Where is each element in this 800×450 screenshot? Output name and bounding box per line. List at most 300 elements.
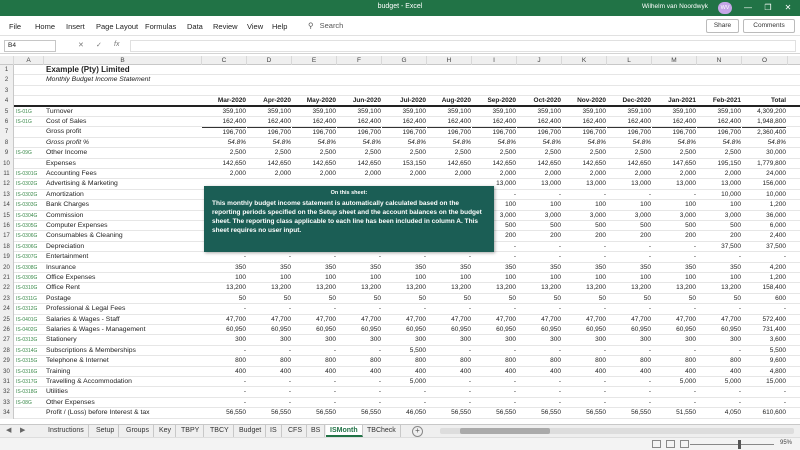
value-cell[interactable]: -	[603, 398, 606, 406]
value-cell[interactable]: 47,700	[361, 315, 381, 323]
tab-review[interactable]: Review	[213, 22, 238, 31]
value-cell[interactable]: 13,000	[496, 180, 516, 188]
row-number[interactable]: 30	[0, 367, 14, 377]
value-cell[interactable]: 2,000	[499, 170, 516, 177]
sheet-tab-key[interactable]: Key	[155, 425, 176, 437]
value-cell[interactable]: 100	[235, 274, 246, 281]
value-cell[interactable]: 37,500	[721, 242, 741, 250]
value-cell[interactable]: -	[333, 305, 336, 313]
column-header-m[interactable]: M	[652, 56, 697, 65]
row-number[interactable]: 8	[0, 138, 14, 148]
value-cell[interactable]: 100	[460, 274, 471, 281]
value-cell[interactable]: 2,000	[319, 170, 336, 177]
scrollbar-thumb[interactable]	[460, 428, 550, 434]
value-cell[interactable]: 196,700	[292, 127, 336, 138]
value-cell[interactable]: Oct-2020	[533, 97, 561, 105]
value-cell[interactable]: Jun-2020	[352, 97, 381, 105]
value-cell[interactable]: 162,400	[312, 118, 336, 125]
value-cell[interactable]: 56,550	[631, 409, 651, 417]
value-cell[interactable]: 2,500	[229, 149, 246, 157]
value-cell[interactable]: 2,500	[364, 149, 381, 157]
sheet-tab-setup[interactable]: Setup	[92, 425, 119, 437]
row-number[interactable]: 13	[0, 190, 14, 200]
value-cell[interactable]: 2,000	[634, 170, 651, 177]
value-cell[interactable]: 5,000	[724, 378, 741, 385]
reporting-class-cell[interactable]: IS-0316G	[16, 368, 38, 375]
value-cell[interactable]: 800	[370, 357, 381, 365]
reporting-class-cell[interactable]: IS-0312G	[16, 306, 38, 313]
value-cell[interactable]: -	[288, 253, 291, 261]
column-header-a[interactable]: A	[14, 56, 44, 65]
reporting-class-cell[interactable]: IS-0313G	[16, 337, 38, 344]
value-cell[interactable]: 300	[415, 336, 426, 344]
value-cell[interactable]: 5,000	[409, 378, 426, 385]
value-cell[interactable]: 400	[640, 367, 651, 375]
close-icon[interactable]: ✕	[784, 3, 792, 12]
column-header-c[interactable]: C	[202, 56, 247, 65]
value-cell[interactable]: -	[558, 378, 561, 385]
value-cell[interactable]: 60,950	[676, 326, 696, 333]
value-cell[interactable]: 2,500	[319, 149, 336, 157]
value-cell[interactable]: 56,550	[271, 409, 291, 417]
tab-view[interactable]: View	[247, 22, 264, 31]
search-box[interactable]	[308, 21, 343, 30]
value-cell[interactable]: 37,500	[766, 242, 786, 250]
value-cell[interactable]: -	[243, 305, 246, 313]
reporting-class-cell[interactable]: IS-0402G	[16, 327, 38, 333]
value-cell[interactable]: 800	[730, 357, 741, 365]
value-cell[interactable]: -	[738, 398, 741, 406]
row-number[interactable]: 5	[0, 107, 14, 117]
row-number[interactable]: 9	[0, 148, 14, 158]
row-number[interactable]: 18	[0, 242, 14, 252]
value-cell[interactable]: -	[468, 398, 471, 406]
value-cell[interactable]: 3,000	[544, 211, 561, 219]
row-number[interactable]: 22	[0, 283, 14, 293]
value-cell[interactable]: 162,400	[222, 118, 246, 125]
reporting-class-cell[interactable]: IS-0318G	[16, 389, 38, 396]
value-cell[interactable]: 56,550	[226, 409, 246, 417]
value-cell[interactable]: 142,650	[357, 159, 381, 167]
value-cell[interactable]: 3,000	[589, 211, 606, 219]
user-name[interactable]: Wilhelm van Noordwyk	[641, 3, 708, 10]
comments-button[interactable]	[743, 19, 795, 33]
value-cell[interactable]: 60,950	[631, 326, 651, 333]
value-cell[interactable]: 47,700	[541, 315, 561, 323]
value-cell[interactable]: -	[333, 378, 336, 385]
reporting-class-cell[interactable]: IS-01G	[16, 119, 32, 125]
value-cell[interactable]: -	[288, 305, 291, 313]
line-description-cell[interactable]: Office Expenses	[46, 274, 96, 281]
value-cell[interactable]: 2,500	[544, 149, 561, 157]
value-cell[interactable]: 56,550	[361, 409, 381, 417]
value-cell[interactable]: 359,100	[267, 107, 291, 115]
zoom-level[interactable]: 95%	[780, 440, 793, 446]
value-cell[interactable]: 47,700	[226, 315, 246, 323]
column-header-i[interactable]: I	[472, 56, 517, 65]
value-cell[interactable]: -	[603, 378, 606, 385]
line-description-cell[interactable]: Salaries & Wages - Management	[46, 326, 146, 333]
value-cell[interactable]: -	[558, 388, 561, 396]
value-cell[interactable]: 36,000	[766, 211, 786, 219]
value-cell[interactable]: 2,500	[634, 149, 651, 157]
value-cell[interactable]: 50	[553, 294, 561, 302]
value-cell[interactable]: Nov-2020	[577, 97, 606, 105]
value-cell[interactable]: 142,650	[267, 159, 291, 167]
row-number[interactable]: 19	[0, 252, 14, 262]
line-description-cell[interactable]: Telephone & Internet	[46, 357, 109, 365]
line-description-cell[interactable]: Stationery	[46, 336, 77, 344]
value-cell[interactable]: -	[603, 305, 606, 313]
line-description-cell[interactable]: Example (Pty) Limited	[46, 65, 130, 74]
value-cell[interactable]: -	[558, 253, 561, 261]
value-cell[interactable]: 350	[685, 263, 696, 271]
tab-data[interactable]: Data	[187, 22, 203, 31]
value-cell[interactable]: -	[378, 305, 381, 313]
value-cell[interactable]: -	[603, 388, 606, 396]
value-cell[interactable]: -	[738, 346, 741, 354]
value-cell[interactable]: -	[693, 346, 696, 354]
value-cell[interactable]: -	[738, 253, 741, 261]
value-cell[interactable]: 50	[418, 294, 426, 302]
value-cell[interactable]: -	[378, 346, 381, 354]
value-cell[interactable]: 100	[640, 274, 651, 281]
formula-input[interactable]	[130, 40, 796, 52]
row-number[interactable]: 24	[0, 304, 14, 314]
value-cell[interactable]: 500	[640, 222, 651, 229]
reporting-class-cell[interactable]: IS-01G	[16, 108, 32, 115]
value-cell[interactable]: 196,700	[517, 127, 561, 138]
value-cell[interactable]: 54.8%	[497, 138, 516, 146]
value-cell[interactable]: 2,000	[544, 170, 561, 177]
value-cell[interactable]: 142,650	[222, 159, 246, 167]
zoom-slider-knob[interactable]	[738, 440, 741, 449]
value-cell[interactable]: 3,600	[769, 336, 786, 344]
value-cell[interactable]: 162,400	[627, 118, 651, 125]
value-cell[interactable]: -	[378, 378, 381, 385]
row-number[interactable]: 7	[0, 127, 14, 137]
value-cell[interactable]: 4,200	[769, 263, 786, 271]
value-cell[interactable]: 142,650	[537, 159, 561, 167]
value-cell[interactable]: 100	[370, 274, 381, 281]
value-cell[interactable]: 3,000	[679, 211, 696, 219]
value-cell[interactable]: 54.8%	[227, 138, 246, 146]
value-cell[interactable]: 400	[325, 367, 336, 375]
value-cell[interactable]: 359,100	[402, 107, 426, 115]
value-cell[interactable]: 350	[280, 263, 291, 271]
value-cell[interactable]: 147,650	[672, 159, 696, 167]
value-cell[interactable]: 400	[595, 367, 606, 375]
avatar[interactable]: WV	[718, 2, 732, 14]
value-cell[interactable]: 50	[373, 294, 381, 302]
value-cell[interactable]: 50	[328, 294, 336, 302]
value-cell[interactable]: -	[288, 398, 291, 406]
value-cell[interactable]: 47,700	[271, 315, 291, 323]
value-cell[interactable]: 2,400	[769, 232, 786, 240]
value-cell[interactable]: -	[648, 242, 651, 250]
value-cell[interactable]: 50	[463, 294, 471, 302]
value-cell[interactable]: -	[468, 305, 471, 313]
sheet-tab-budget[interactable]: Budget	[235, 425, 266, 437]
sheet-tab-groups[interactable]: Groups	[122, 425, 154, 437]
value-cell[interactable]: 142,650	[312, 159, 336, 167]
value-cell[interactable]: 2,500	[499, 149, 516, 157]
value-cell[interactable]: 50	[688, 294, 696, 302]
value-cell[interactable]: 54.8%	[407, 138, 426, 146]
value-cell[interactable]: 2,000	[679, 170, 696, 177]
value-cell[interactable]: 50	[238, 294, 246, 302]
value-cell[interactable]: -	[333, 346, 336, 354]
line-description-cell[interactable]: Expenses	[46, 159, 76, 167]
select-all-corner[interactable]	[0, 56, 14, 65]
value-cell[interactable]: -	[693, 305, 696, 313]
value-cell[interactable]: 610,600	[762, 409, 786, 417]
value-cell[interactable]: -	[693, 398, 696, 406]
horizontal-scrollbar[interactable]	[440, 428, 794, 434]
value-cell[interactable]: -	[243, 398, 246, 406]
value-cell[interactable]: 24,000	[766, 170, 786, 177]
value-cell[interactable]: 47,700	[631, 315, 651, 323]
value-cell[interactable]: -	[738, 388, 741, 396]
column-header-o[interactable]: O	[742, 56, 788, 65]
value-cell[interactable]: 800	[460, 357, 471, 365]
column-header-d[interactable]: D	[247, 56, 292, 65]
line-description-cell[interactable]: Depreciation	[46, 242, 85, 250]
value-cell[interactable]: -	[603, 242, 606, 250]
line-description-cell[interactable]: Subscriptions & Memberships	[46, 346, 136, 354]
column-header-e[interactable]: E	[292, 56, 337, 65]
value-cell[interactable]: 400	[505, 367, 516, 375]
value-cell[interactable]: 2,000	[454, 170, 471, 177]
value-cell[interactable]: 46,050	[406, 409, 426, 417]
tab-insert[interactable]: Insert	[66, 22, 85, 31]
value-cell[interactable]: -	[243, 253, 246, 261]
value-cell[interactable]: 60,950	[406, 326, 426, 333]
value-cell[interactable]: 359,100	[582, 107, 606, 115]
value-cell[interactable]: 300	[280, 336, 291, 344]
value-cell[interactable]: Sep-2020	[487, 97, 516, 105]
line-description-cell[interactable]: Turnover	[46, 107, 73, 115]
value-cell[interactable]: 60,950	[586, 326, 606, 333]
value-cell[interactable]: -	[513, 398, 516, 406]
value-cell[interactable]: 100	[730, 201, 741, 209]
tab-help[interactable]: Help	[272, 22, 288, 31]
value-cell[interactable]: 5,000	[679, 378, 696, 385]
value-cell[interactable]: 158,400	[762, 284, 786, 292]
value-cell[interactable]: 2,500	[679, 149, 696, 157]
line-description-cell[interactable]: Bank Charges	[46, 201, 90, 209]
reporting-class-cell[interactable]: IS-0302G	[16, 181, 38, 188]
value-cell[interactable]: Feb-2021	[712, 97, 741, 105]
value-cell[interactable]: -	[693, 253, 696, 261]
value-cell[interactable]: 350	[505, 263, 516, 271]
value-cell[interactable]: 572,400	[762, 315, 786, 323]
value-cell[interactable]: 196,700	[607, 127, 651, 138]
value-cell[interactable]: -	[558, 242, 561, 250]
value-cell[interactable]: -	[648, 378, 651, 385]
sheet-tab-tbcheck[interactable]: TBCheck	[363, 425, 401, 437]
value-cell[interactable]: 60,950	[721, 326, 741, 333]
value-cell[interactable]: 300	[370, 336, 381, 344]
value-cell[interactable]: -	[468, 378, 471, 385]
value-cell[interactable]: -	[693, 388, 696, 396]
value-cell[interactable]: 196,700	[202, 127, 246, 138]
value-cell[interactable]: 50	[598, 294, 606, 302]
value-cell[interactable]: 10,000	[766, 190, 786, 198]
value-cell[interactable]: 2,000	[589, 170, 606, 177]
value-cell[interactable]: 3,000	[499, 211, 516, 219]
value-cell[interactable]: 100	[550, 274, 561, 281]
value-cell[interactable]: 400	[550, 367, 561, 375]
value-cell[interactable]: 56,550	[316, 409, 336, 417]
value-cell[interactable]: -	[378, 388, 381, 396]
value-cell[interactable]: 350	[640, 263, 651, 271]
value-cell[interactable]: 100	[325, 274, 336, 281]
row-number[interactable]: 10	[0, 159, 14, 169]
value-cell[interactable]: -	[423, 253, 426, 261]
value-cell[interactable]: -	[648, 305, 651, 313]
value-cell[interactable]: 731,400	[762, 326, 786, 333]
value-cell[interactable]: 54.8%	[767, 138, 786, 146]
value-cell[interactable]: Jul-2020	[399, 97, 426, 105]
line-description-cell[interactable]: Consumables & Cleaning	[46, 232, 123, 240]
value-cell[interactable]: 2,000	[274, 170, 291, 177]
value-cell[interactable]: -	[783, 388, 786, 396]
value-cell[interactable]: 300	[550, 336, 561, 344]
value-cell[interactable]: 400	[460, 367, 471, 375]
value-cell[interactable]: 800	[325, 357, 336, 365]
value-cell[interactable]: -	[513, 190, 516, 198]
value-cell[interactable]: -	[558, 190, 561, 198]
row-number[interactable]: 12	[0, 179, 14, 189]
value-cell[interactable]: 800	[235, 357, 246, 365]
value-cell[interactable]: 400	[235, 367, 246, 375]
zoom-slider[interactable]	[690, 444, 774, 445]
line-description-cell[interactable]: Travelling & Accommodation	[46, 378, 132, 385]
share-button[interactable]	[706, 19, 739, 33]
value-cell[interactable]: -	[423, 398, 426, 406]
line-description-cell[interactable]: Entertainment	[46, 253, 89, 261]
line-description-cell[interactable]: Other Expenses	[46, 398, 95, 406]
sheet-tab-ismonth[interactable]: ISMonth	[326, 425, 363, 437]
value-cell[interactable]: 47,700	[316, 315, 336, 323]
value-cell[interactable]: 300	[235, 336, 246, 344]
sheet-prev-icon[interactable]: ◀	[6, 427, 12, 434]
reporting-class-cell[interactable]: IS-0301G	[16, 171, 38, 177]
line-description-cell[interactable]: Cost of Sales	[46, 118, 87, 125]
minimize-icon[interactable]: —	[744, 3, 752, 12]
value-cell[interactable]: 6,000	[769, 222, 786, 229]
value-cell[interactable]: 4,050	[724, 409, 741, 417]
enter-icon[interactable]: ✓	[96, 42, 102, 49]
row-number[interactable]: 1	[0, 65, 14, 75]
value-cell[interactable]: 13,200	[316, 284, 336, 292]
value-cell[interactable]: 400	[730, 367, 741, 375]
sheet-tab-cfs[interactable]: CFS	[284, 425, 307, 437]
reporting-class-cell[interactable]: IS-0302G	[16, 191, 38, 198]
value-cell[interactable]: 13,200	[631, 284, 651, 292]
value-cell[interactable]: -	[513, 388, 516, 396]
value-cell[interactable]: 10,000	[721, 190, 741, 198]
sheet-tab-bs[interactable]: BS	[307, 425, 325, 437]
value-cell[interactable]: -	[648, 346, 651, 354]
value-cell[interactable]: 300	[325, 336, 336, 344]
row-number[interactable]: 11	[0, 169, 14, 179]
value-cell[interactable]: 200	[640, 232, 651, 240]
line-description-cell[interactable]: Monthly Budget Income Statement	[46, 76, 151, 84]
value-cell[interactable]: 2,500	[589, 149, 606, 157]
value-cell[interactable]: 60,950	[496, 326, 516, 333]
value-cell[interactable]: 54.8%	[272, 138, 291, 146]
value-cell[interactable]: 800	[550, 357, 561, 365]
value-cell[interactable]: 100	[415, 274, 426, 281]
value-cell[interactable]: 300	[640, 336, 651, 344]
value-cell[interactable]: 13,200	[226, 284, 246, 292]
row-number[interactable]: 25	[0, 315, 14, 325]
reporting-class-cell[interactable]: IS-0306G	[16, 233, 38, 240]
reporting-class-cell[interactable]: IS-09G	[16, 150, 32, 157]
value-cell[interactable]: 162,400	[357, 118, 381, 125]
value-cell[interactable]: 13,000	[676, 180, 696, 188]
value-cell[interactable]: 2,000	[229, 170, 246, 177]
row-number[interactable]: 15	[0, 211, 14, 221]
value-cell[interactable]: -	[468, 253, 471, 261]
value-cell[interactable]: -	[648, 388, 651, 396]
value-cell[interactable]: 359,100	[717, 107, 741, 115]
value-cell[interactable]: 54.8%	[317, 138, 336, 146]
reporting-class-cell[interactable]: IS-0309G	[16, 275, 38, 281]
reporting-class-cell[interactable]: IS-0311G	[16, 295, 38, 302]
value-cell[interactable]: 196,700	[337, 127, 381, 138]
value-cell[interactable]: -	[333, 253, 336, 261]
value-cell[interactable]: 60,950	[271, 326, 291, 333]
reporting-class-cell[interactable]: IS-0317G	[16, 379, 38, 385]
row-number[interactable]: 28	[0, 346, 14, 356]
value-cell[interactable]: 200	[505, 232, 516, 240]
value-cell[interactable]: 100	[595, 201, 606, 209]
value-cell[interactable]: 100	[550, 201, 561, 209]
value-cell[interactable]: 13,200	[406, 284, 426, 292]
value-cell[interactable]: -	[423, 305, 426, 313]
line-description-cell[interactable]: Utilities	[46, 388, 68, 396]
value-cell[interactable]: Jan-2021	[668, 97, 696, 105]
value-cell[interactable]: 300	[505, 336, 516, 344]
value-cell[interactable]: 1,948,800	[757, 118, 786, 125]
value-cell[interactable]: 142,650	[582, 159, 606, 167]
value-cell[interactable]: 350	[325, 263, 336, 271]
line-description-cell[interactable]: Salaries & Wages - Staff	[46, 315, 120, 323]
value-cell[interactable]: 196,700	[562, 127, 606, 138]
value-cell[interactable]: 500	[595, 222, 606, 229]
value-cell[interactable]: 13,000	[541, 180, 561, 188]
line-description-cell[interactable]: Other Income	[46, 149, 88, 157]
value-cell[interactable]: -	[288, 346, 291, 354]
value-cell[interactable]: -	[288, 388, 291, 396]
value-cell[interactable]: -	[513, 253, 516, 261]
value-cell[interactable]: 2,500	[724, 149, 741, 157]
reporting-class-cell[interactable]: IS-0314G	[16, 347, 38, 354]
line-description-cell[interactable]: Profit / (Loss) before Interest & tax	[46, 409, 150, 417]
value-cell[interactable]: 56,550	[451, 409, 471, 417]
value-cell[interactable]: 13,200	[541, 284, 561, 292]
line-description-cell[interactable]: Training	[46, 367, 71, 375]
reporting-class-cell[interactable]: IS-0304G	[16, 212, 38, 219]
value-cell[interactable]: 50	[508, 294, 516, 302]
value-cell[interactable]: 196,700	[472, 127, 516, 138]
reporting-class-cell[interactable]: IS-0308G	[16, 264, 38, 271]
value-cell[interactable]: 300	[685, 336, 696, 344]
reporting-class-cell[interactable]: IS-0303G	[16, 202, 38, 209]
